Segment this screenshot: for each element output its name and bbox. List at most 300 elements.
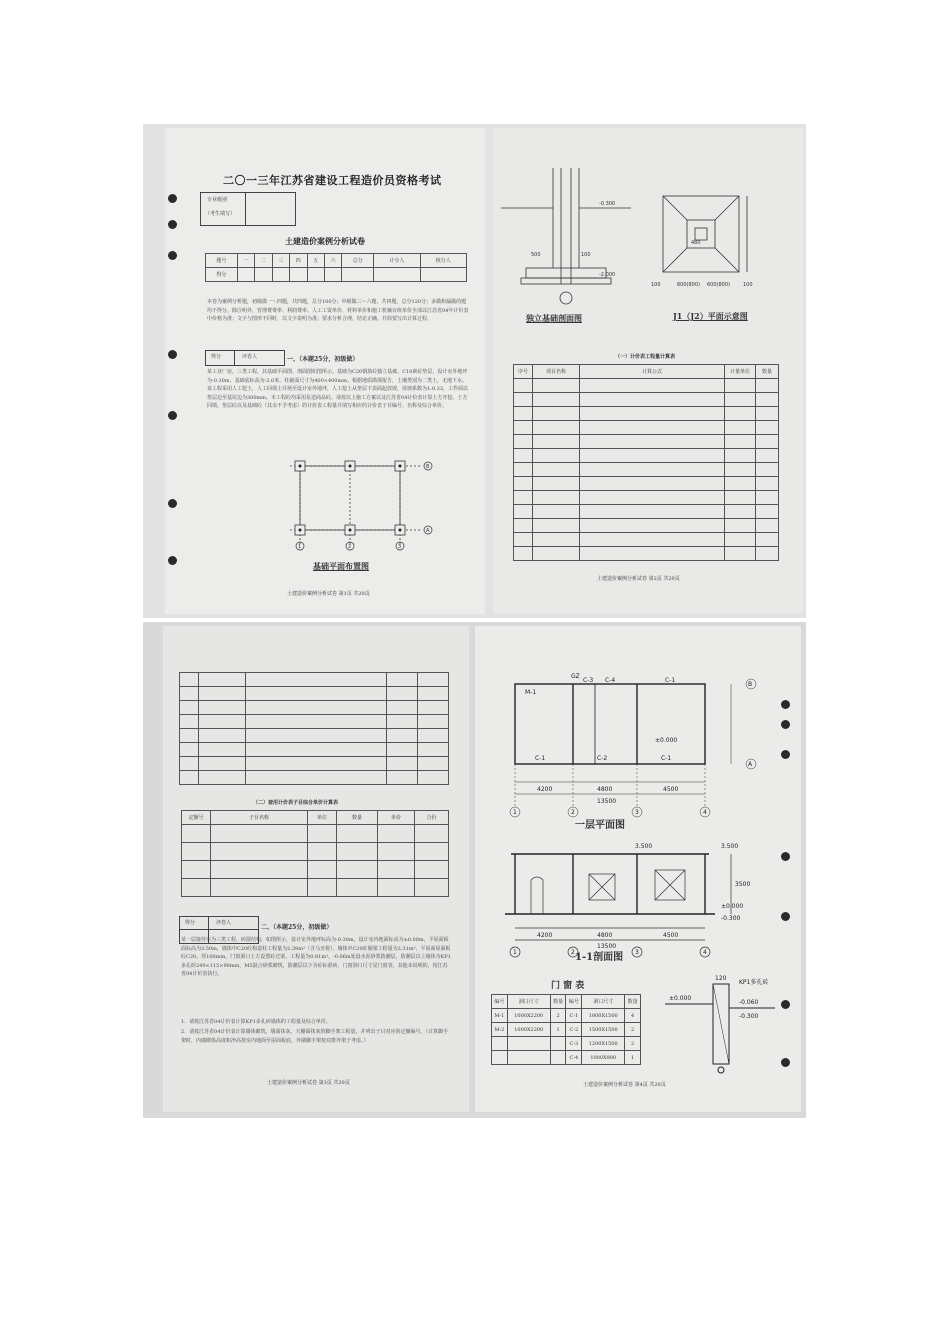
elev-top-right-label: 3.500 <box>721 843 739 850</box>
door-table-row <box>492 1009 641 1023</box>
empty-cell[interactable] <box>387 757 418 771</box>
q1-score-divider <box>234 351 235 365</box>
header-cell: 单价 <box>378 811 415 825</box>
empty-cell[interactable] <box>180 729 199 743</box>
empty-cell[interactable] <box>308 825 337 843</box>
empty-cell[interactable] <box>725 463 756 477</box>
c2-label: C-2 <box>597 755 608 762</box>
binder-hole <box>168 556 177 565</box>
empty-cell[interactable] <box>514 491 533 505</box>
dim-100-right: 100 <box>743 282 753 288</box>
empty-cell[interactable] <box>580 505 725 519</box>
binder-hole <box>168 350 177 359</box>
exam-page-3 <box>163 626 469 1112</box>
empty-cell[interactable] <box>580 421 725 435</box>
binder-hole <box>781 852 790 861</box>
empty-row <box>514 505 779 519</box>
empty-cell[interactable] <box>246 701 387 715</box>
door-cell <box>492 1051 508 1065</box>
exam-intro: 本卷为案例分析题，初级做一～四题，共四题，总分100分；中级做三～六题，共四题，总分120分；多做和漏做的题均不得分。除注明外，管理费费率、利润费率、人工工资单价、材料单价和施工机械台班单价全部以江苏省04年计价表中价格为准；文字与图形不同时，以文字说明为准；要求分析合理，结论正确，并简要写出计算过程。 <box>207 299 469 322</box>
score-cell: 三 <box>272 254 289 268</box>
wall-elev-006: -0.060 <box>739 999 759 1006</box>
empty-cell[interactable] <box>533 393 580 407</box>
score-cell: 二 <box>255 254 272 268</box>
empty-cell[interactable] <box>199 701 246 715</box>
empty-cell[interactable] <box>387 743 418 757</box>
svg-text:3: 3 <box>398 544 402 550</box>
door-window-table-title: 门 窗 表 <box>551 981 585 991</box>
empty-cell[interactable] <box>199 673 246 687</box>
empty-cell[interactable] <box>246 729 387 743</box>
empty-cell[interactable] <box>514 477 533 491</box>
empty-cell[interactable] <box>387 687 418 701</box>
empty-cell[interactable] <box>211 825 308 843</box>
kp1-label: KP1多孔砖 <box>739 979 769 986</box>
svg-text:1: 1 <box>298 544 302 550</box>
empty-cell[interactable] <box>415 825 449 843</box>
empty-cell[interactable] <box>580 519 725 533</box>
empty-cell[interactable] <box>415 879 449 897</box>
axis-a-label: A <box>748 761 753 768</box>
photo-bottom-spread <box>143 622 806 1118</box>
wall-elev-030: -0.300 <box>739 1013 759 1020</box>
empty-cell[interactable] <box>415 843 449 861</box>
empty-cell[interactable] <box>580 379 725 393</box>
empty-cell[interactable] <box>725 449 756 463</box>
door-cell <box>550 1051 566 1065</box>
empty-cell[interactable] <box>418 729 449 743</box>
empty-cell[interactable] <box>756 435 779 449</box>
empty-cell[interactable] <box>180 743 199 757</box>
empty-cell[interactable] <box>180 687 199 701</box>
empty-row <box>180 729 449 743</box>
q2-score-label: 得分 <box>185 920 196 926</box>
empty-row <box>180 715 449 729</box>
info-box-label-level: 专业级别 <box>207 197 228 203</box>
page3-footer: 土建造价案例分析试卷 第3页 共20页 <box>267 1080 350 1086</box>
empty-cell[interactable] <box>180 771 199 785</box>
empty-cell[interactable] <box>725 477 756 491</box>
empty-cell[interactable] <box>756 491 779 505</box>
empty-cell[interactable] <box>387 771 418 785</box>
dim-500: 500 <box>531 252 541 258</box>
empty-row <box>180 687 449 701</box>
door-cell <box>507 1037 550 1051</box>
empty-cell[interactable] <box>580 393 725 407</box>
wall-dim-240: 120 <box>715 975 727 982</box>
header-cell: 编号 <box>566 995 582 1009</box>
empty-cell[interactable] <box>308 879 337 897</box>
empty-cell[interactable] <box>418 743 449 757</box>
score-cell-empty <box>290 268 307 282</box>
door-cell <box>507 1051 550 1065</box>
empty-row <box>182 879 449 897</box>
elev-label-030: -0.300 <box>599 201 616 207</box>
empty-cell[interactable] <box>580 547 725 561</box>
empty-row <box>180 743 449 757</box>
empty-cell[interactable] <box>387 715 418 729</box>
door-cell <box>550 1037 566 1051</box>
elev-zero-label: ±0.000 <box>721 903 744 910</box>
empty-row <box>182 843 449 861</box>
binder-hole <box>168 194 177 203</box>
empty-cell[interactable] <box>533 463 580 477</box>
height-3500-label: 3500 <box>735 881 751 888</box>
dim-100: 100 <box>581 252 591 258</box>
empty-cell[interactable] <box>756 379 779 393</box>
empty-cell[interactable] <box>180 673 199 687</box>
empty-cell[interactable] <box>756 477 779 491</box>
empty-cell[interactable] <box>180 715 199 729</box>
empty-cell[interactable] <box>533 449 580 463</box>
score-cell: 一 <box>237 254 254 268</box>
svg-text:2: 2 <box>571 949 575 956</box>
empty-cell[interactable] <box>580 491 725 505</box>
empty-cell[interactable] <box>756 505 779 519</box>
c3-label: C-3 <box>583 677 594 684</box>
section-1-1-drawing <box>485 838 785 968</box>
c4-label: C-4 <box>605 677 616 684</box>
empty-row <box>514 393 779 407</box>
q2-question-2: 2．请按江苏省04计价表计算墙体砌筑、墙面抹灰、天棚面抹灰的脚手架工程量，并列出子目对应的定额编号。（计算脚手架时，内墙砌体高度和净高按室内地面至屋面板底，外墙脚手架按双排外架子考虑。） <box>181 1029 449 1044</box>
empty-cell[interactable] <box>533 505 580 519</box>
q2-grader-label: 评卷人 <box>216 920 232 926</box>
score-table-score-row <box>206 268 467 282</box>
empty-cell[interactable] <box>756 393 779 407</box>
empty-cell[interactable] <box>182 825 211 843</box>
header-cell: 洞口尺寸 <box>507 995 550 1009</box>
empty-cell[interactable] <box>580 407 725 421</box>
empty-cell[interactable] <box>418 687 449 701</box>
wall-detail-drawing <box>655 974 785 1074</box>
empty-cell[interactable] <box>182 879 211 897</box>
empty-cell[interactable] <box>199 729 246 743</box>
empty-cell[interactable] <box>756 463 779 477</box>
paper-title: 土建造价案例分析试卷 <box>285 236 365 246</box>
empty-cell[interactable] <box>378 861 415 879</box>
exam-page-1 <box>165 128 485 614</box>
svg-text:4: 4 <box>703 949 707 956</box>
empty-cell[interactable] <box>418 771 449 785</box>
empty-cell[interactable] <box>337 843 378 861</box>
score-cell-empty <box>255 268 272 282</box>
unit-price-header <box>182 811 449 825</box>
door-cell: 1200X1500 <box>582 1037 625 1051</box>
empty-cell[interactable] <box>514 533 533 547</box>
elev-zero-plan: ±0.000 <box>655 737 678 744</box>
empty-cell[interactable] <box>199 715 246 729</box>
empty-cell[interactable] <box>756 421 779 435</box>
door-cell: C-3 <box>566 1037 582 1051</box>
empty-cell[interactable] <box>725 435 756 449</box>
empty-row <box>182 825 449 843</box>
empty-cell[interactable] <box>418 715 449 729</box>
svg-text:3: 3 <box>635 949 639 956</box>
score-cell-empty <box>307 268 324 282</box>
door-cell: 1500X1500 <box>582 1023 625 1037</box>
score-cell-empty <box>374 268 420 282</box>
sec-dim-13500: 13500 <box>597 943 617 950</box>
info-box-label-fill: （考生填写） <box>205 211 236 217</box>
empty-cell[interactable] <box>514 379 533 393</box>
empty-cell[interactable] <box>182 861 211 879</box>
header-cell: 数量 <box>625 995 641 1009</box>
first-floor-plan-drawing <box>485 664 785 824</box>
empty-row <box>514 463 779 477</box>
empty-cell[interactable] <box>514 421 533 435</box>
door-cell: M-2 <box>492 1023 508 1037</box>
empty-cell[interactable] <box>580 477 725 491</box>
empty-cell[interactable] <box>514 519 533 533</box>
door-cell: M-1 <box>492 1009 508 1023</box>
dim-480: 480 <box>691 240 701 246</box>
empty-cell[interactable] <box>418 673 449 687</box>
binder-hole <box>781 1000 790 1009</box>
empty-row <box>514 407 779 421</box>
elev-label-200: -2.000 <box>599 272 616 278</box>
candidate-info-box <box>200 192 296 226</box>
dim-13500: 13500 <box>597 798 617 805</box>
binder-hole <box>781 750 790 759</box>
dim-4500: 4500 <box>663 786 679 793</box>
empty-cell[interactable] <box>378 879 415 897</box>
sec-dim-4800: 4800 <box>597 932 613 939</box>
empty-cell[interactable] <box>533 379 580 393</box>
empty-cell[interactable] <box>211 879 308 897</box>
svg-text:2: 2 <box>348 544 352 550</box>
unit-price-table <box>181 810 449 897</box>
empty-cell[interactable] <box>308 861 337 879</box>
empty-cell[interactable] <box>378 843 415 861</box>
svg-text:1: 1 <box>513 809 517 816</box>
door-cell: 1 <box>550 1023 566 1037</box>
header-cell: 计算公式 <box>580 365 725 379</box>
exam-page-4 <box>475 626 801 1112</box>
empty-cell[interactable] <box>514 547 533 561</box>
empty-cell[interactable] <box>337 825 378 843</box>
empty-row <box>182 861 449 879</box>
empty-cell[interactable] <box>418 701 449 715</box>
binder-hole <box>168 499 177 508</box>
quantity-calc-table <box>513 364 779 561</box>
score-cell: 得分 <box>206 268 238 282</box>
foundation-section-caption: 独立基础剖面图 <box>526 313 582 323</box>
score-table-header-row <box>206 254 467 268</box>
dim-100-left: 100 <box>651 282 661 288</box>
gz-label: GZ <box>571 673 580 680</box>
svg-text:2: 2 <box>571 809 575 816</box>
binder-hole <box>781 1058 790 1067</box>
score-cell: 四 <box>290 254 307 268</box>
empty-cell[interactable] <box>533 519 580 533</box>
door-cell: 2 <box>625 1037 641 1051</box>
empty-cell[interactable] <box>756 407 779 421</box>
empty-cell[interactable] <box>514 505 533 519</box>
empty-cell[interactable] <box>756 519 779 533</box>
header-cell: 数量 <box>550 995 566 1009</box>
empty-cell[interactable] <box>211 861 308 879</box>
empty-cell[interactable] <box>308 843 337 861</box>
door-table-row <box>492 1023 641 1037</box>
page4-footer: 土建造价案例分析试卷 第4页 共20页 <box>583 1082 666 1088</box>
empty-cell[interactable] <box>199 771 246 785</box>
exam-main-title: 二〇一三年江苏省建设工程造价员资格考试 <box>223 174 442 187</box>
j1-plan-caption: J1（J2）平面示意图 <box>673 311 748 321</box>
empty-row <box>514 379 779 393</box>
empty-cell[interactable] <box>211 843 308 861</box>
header-cell: 编号 <box>492 995 508 1009</box>
empty-cell[interactable] <box>418 757 449 771</box>
c1-bottom-label: C-1 <box>535 755 546 762</box>
score-cell-empty <box>420 268 466 282</box>
page1-footer: 土建造价案例分析试卷 第1页 共20页 <box>287 591 370 597</box>
header-cell: 项目名称 <box>533 365 580 379</box>
empty-cell[interactable] <box>725 379 756 393</box>
quantity-table-header <box>514 365 779 379</box>
empty-cell[interactable] <box>387 701 418 715</box>
empty-cell[interactable] <box>756 533 779 547</box>
empty-cell[interactable] <box>533 547 580 561</box>
empty-cell[interactable] <box>533 421 580 435</box>
header-cell: 序号 <box>514 365 533 379</box>
exam-page-2 <box>493 128 803 614</box>
empty-cell[interactable] <box>246 715 387 729</box>
door-cell: 2 <box>550 1009 566 1023</box>
q1-score-label: 得分 <box>211 354 222 360</box>
score-cell: 计分人 <box>374 254 420 268</box>
empty-cell[interactable] <box>533 491 580 505</box>
empty-row <box>514 435 779 449</box>
empty-cell[interactable] <box>725 421 756 435</box>
info-box-divider <box>245 193 246 225</box>
empty-cell[interactable] <box>337 861 378 879</box>
empty-cell[interactable] <box>199 687 246 701</box>
quantity-table-title: （一）计价表工程量计算表 <box>615 354 676 360</box>
empty-row <box>514 477 779 491</box>
page3-continued-table <box>179 672 449 785</box>
empty-cell[interactable] <box>580 533 725 547</box>
score-cell-empty <box>272 268 289 282</box>
binder-hole <box>781 720 790 729</box>
empty-cell[interactable] <box>199 743 246 757</box>
door-window-table <box>491 994 641 1065</box>
empty-row <box>180 771 449 785</box>
q2-score-hdivider <box>180 929 258 930</box>
empty-cell[interactable] <box>725 407 756 421</box>
empty-cell[interactable] <box>246 771 387 785</box>
sec-dim-4500: 4500 <box>663 932 679 939</box>
sec-dim-4200: 4200 <box>537 932 553 939</box>
door-cell: 1 <box>625 1051 641 1065</box>
empty-cell[interactable] <box>725 533 756 547</box>
header-cell: 洞口尺寸 <box>582 995 625 1009</box>
score-table <box>205 253 467 282</box>
empty-cell[interactable] <box>246 743 387 757</box>
empty-cell[interactable] <box>514 407 533 421</box>
empty-cell[interactable] <box>725 547 756 561</box>
empty-cell[interactable] <box>533 407 580 421</box>
binder-hole <box>781 912 790 921</box>
empty-cell[interactable] <box>725 519 756 533</box>
wall-elev-zero: ±0.000 <box>669 995 692 1002</box>
q2-text: 某一层接待室为三类工程，砖混结构，如图所示，设计室外地坪标高为-0.30m，设计室内地面标高为±0.00m，平屋面板面标高为3.50m，墙体中C20砼构造柱工程量为2.39m³（含马牙槎），墙体中C20砼圈梁工程量为2.31m³，平屋面屋面板砼C20，厚100mm，门窗洞口上方设置砼过梁，工程量为0.81m³，-0.06m处设水泥砂浆防潮层，防潮层以上墙体为KP1多孔砖240×115×90mm，M5混合砂浆砌筑，防潮层以下为砼标准砖，门窗洞口尺寸见门窗表，其他未说明的，按江苏省04计价表执行。 <box>181 937 451 977</box>
empty-row <box>514 421 779 435</box>
q2-heading: 二、（本题25分，初级做） <box>261 924 333 931</box>
dim-4200: 4200 <box>537 786 553 793</box>
empty-cell[interactable] <box>182 843 211 861</box>
header-cell: 合价 <box>415 811 449 825</box>
empty-cell[interactable] <box>415 861 449 879</box>
door-table-header <box>492 995 641 1009</box>
empty-cell[interactable] <box>514 449 533 463</box>
q1-heading: 一、（本题25分，初级做） <box>287 356 359 363</box>
c1-right-label: C-1 <box>661 755 672 762</box>
axis-b-label: B <box>748 681 753 688</box>
empty-cell[interactable] <box>725 491 756 505</box>
svg-text:1: 1 <box>513 949 517 956</box>
q1-text: 某工业厂房，三类工程，其基础平面图、剖面图如图所示。基础为C20钢筋砼独立基础，C10素砼垫层，设计室外地坪为-0.30m，基础底标高为-2.0米，柱截面尺寸为400×400mm。根据地质勘探报告，土壤类别为二类土，无地下水。该工程采用人工挖土，人工回填土并场至设计室外地坪，人工挖土从垫层下表面起放坡，放坡系数为1:0.33，工作面以垫层边至基坑边为300mm。本工程砼均采用泵送商品砼。请按以上施工方案以及江苏省04计价表计算土方开挖、土方回填、垫层砼以及基础砼（其余不予考虑）的计价表工程量并填写相应的计价表子目编号、名称及综合单价。 <box>207 369 469 409</box>
empty-cell[interactable] <box>725 505 756 519</box>
door-cell: C-1 <box>566 1009 582 1023</box>
c1-top-label: C-1 <box>665 677 676 684</box>
q1-grader-label: 评卷人 <box>242 354 258 360</box>
empty-cell[interactable] <box>514 393 533 407</box>
empty-cell[interactable] <box>756 547 779 561</box>
header-cell: 定额号 <box>182 811 211 825</box>
empty-cell[interactable] <box>246 687 387 701</box>
foundation-plan-drawing <box>270 446 440 556</box>
empty-row <box>514 533 779 547</box>
score-cell: 六 <box>324 254 341 268</box>
empty-row <box>180 673 449 687</box>
empty-cell[interactable] <box>337 879 378 897</box>
door-cell: 1000X2200 <box>507 1009 550 1023</box>
empty-row <box>514 449 779 463</box>
section-1-1-caption: 1-1剖面图 <box>575 952 624 963</box>
binder-hole <box>168 411 177 420</box>
empty-cell[interactable] <box>514 463 533 477</box>
empty-cell[interactable] <box>387 673 418 687</box>
empty-cell[interactable] <box>387 729 418 743</box>
score-cell-empty <box>342 268 374 282</box>
empty-cell[interactable] <box>246 673 387 687</box>
empty-cell[interactable] <box>756 449 779 463</box>
empty-cell[interactable] <box>180 757 199 771</box>
empty-cell[interactable] <box>580 435 725 449</box>
empty-cell[interactable] <box>246 757 387 771</box>
empty-cell[interactable] <box>580 449 725 463</box>
score-cell: 题号 <box>206 254 238 268</box>
empty-cell[interactable] <box>514 435 533 449</box>
q2-question-1: 1．请按江苏省04计价表计算KP1多孔砖墙体的工程量及综合单价。 <box>181 1019 331 1025</box>
score-cell-empty <box>324 268 341 282</box>
empty-row <box>514 519 779 533</box>
door-cell <box>492 1037 508 1051</box>
empty-cell[interactable] <box>199 757 246 771</box>
empty-cell[interactable] <box>533 533 580 547</box>
empty-cell[interactable] <box>378 825 415 843</box>
empty-cell[interactable] <box>725 393 756 407</box>
door-table-row <box>492 1037 641 1051</box>
header-cell: 数量 <box>337 811 378 825</box>
empty-cell[interactable] <box>580 463 725 477</box>
empty-cell[interactable] <box>533 477 580 491</box>
binder-hole <box>168 220 177 229</box>
q1-score-box <box>205 350 285 366</box>
empty-cell[interactable] <box>180 701 199 715</box>
binder-hole <box>168 251 177 260</box>
empty-cell[interactable] <box>533 435 580 449</box>
